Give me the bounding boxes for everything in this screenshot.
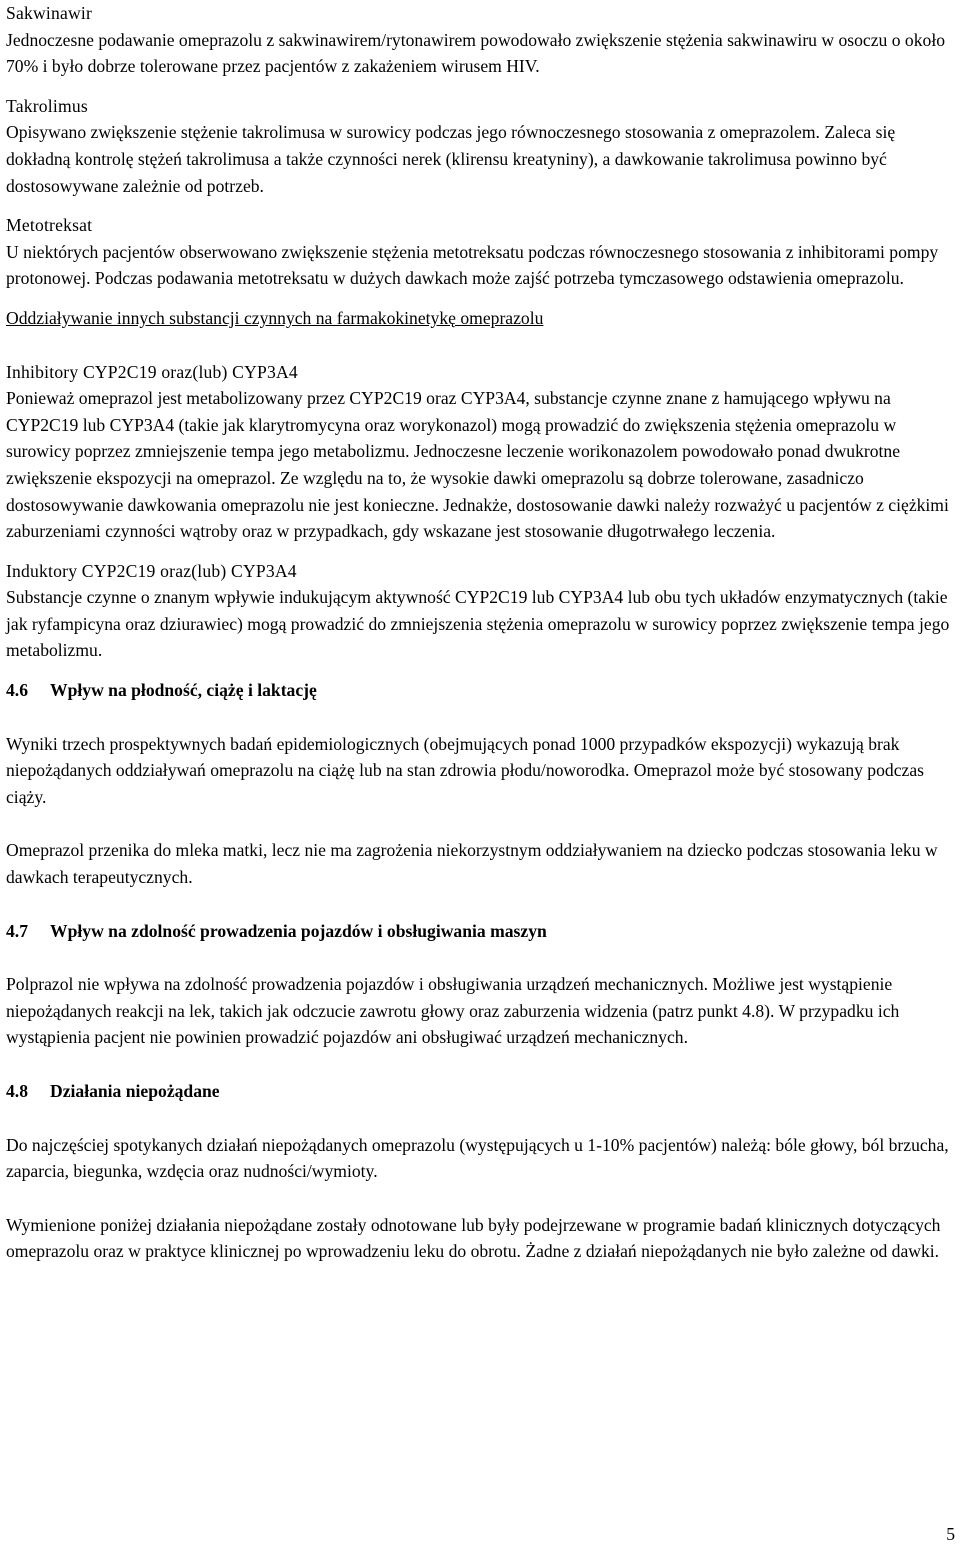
section-48-number: 4.8 [6, 1081, 28, 1101]
document-page [6, 0, 952, 1292]
metotreksat-text: U niektórych pacjentów obserwowano zwiększenie stężenia metotreksatu podczas równoczesnego stosowania z inhibitorami pompy protonowej. Podczas podawania metotreksatu w dużych dawkach może zajść potrzeba tymczasowego odstawienia omeprazolu. [6, 241, 939, 289]
section-46-paragraph: Omeprazol przenika do mleka matki, lecz nie ma zagrożenia niekorzystnym oddziaływaniem na dziecko podczas stosowania leku w dawkach terapeutycznych. [6, 840, 938, 888]
section-47-number: 4.7 [6, 920, 28, 941]
section-48-paragraph: Do najczęściej spotykanych działań niepożądanych omeprazolu (występujących u 1-10% pacjentów) należą: bóle głowy, ból brzucha, zaparcia, biegunka, wzdęcia oraz nudności/wymioty. [6, 1134, 949, 1182]
metotreksat-block [6, 212, 952, 292]
section-47-heading [6, 918, 952, 945]
section-48-heading [6, 1078, 952, 1105]
inhibitors-title: Inhibitory CYP2C19 oraz(lub) CYP3A4 [6, 361, 298, 382]
sakwinawir-block [6, 0, 952, 80]
inducers-text: Substancje czynne o znanym wpływie indukującym aktywność CYP2C19 lub CYP3A4 lub obu tych układów enzymatycznych (takie jak ryfampicyna oraz dziurawiec) mogą prowadzić do zmniejszenia stężenia omeprazolu w surowicy poprzez zwiększenie tempa jego metabolizmu. [6, 587, 950, 661]
takrolimus-text: Opisywano zwiększenie stężenie takrolimusa w surowicy podczas jego równoczesnego stosowania z omeprazolem. Zaleca się dokładną kontrolę stężeń takrolimusa a także czynności nerek (klirensu kreatyniny), a dawkowanie takrolimusa powinno być dostosowywane zależnie od potrzeb. [6, 122, 896, 196]
section-46-title: Wpływ na płodność, ciążę i laktację [50, 680, 317, 701]
section-48-paragraph: Wymienione poniżej działania niepożądane zostały odnotowane lub były podejrzewane w programie badań klinicznych dotyczących omeprazolu oraz w praktyce klinicznej po wprowadzeniu leku do obrotu. Żadne z działań niepożądanych nie było zależne od dawki. [6, 1214, 941, 1262]
section-46-number: 4.6 [6, 680, 28, 701]
section-47-paragraph: Polprazol nie wpływa na zdolność prowadzenia pojazdów i obsługiwania urządzeń mechanicznych. Możliwe jest wystąpienie niepożądanych reakcji na lek, takich jak odczucie zawrotu głowy oraz zaburzenia widzenia (patrz punkt 4.8). W przypadku ich wystąpienia pacjent nie powinien prowadzić pojazdów ani obsługiwać urządzeń mechanicznych. [6, 974, 900, 1048]
inducers-title: Induktory CYP2C19 oraz(lub) CYP3A4 [6, 560, 297, 581]
section-48-title: Działania niepożądane [50, 1081, 220, 1101]
metotreksat-title: Metotreksat [6, 215, 93, 236]
interactions-heading: Oddziaływanie innych substancji czynnych na farmakokinetykę omeprazolu [6, 307, 544, 328]
section-47-title: Wpływ na zdolność prowadzenia pojazdów i obsługiwania maszyn [50, 920, 547, 941]
section-46-heading [6, 677, 952, 704]
inducers-block [6, 558, 952, 664]
sakwinawir-text: Jednoczesne podawanie omeprazolu z sakwinawirem/rytonawirem powodowało zwiększenie stężenia sakwinawiru w osoczu o około 70% i było dobrze tolerowane przez pacjentów z zakażeniem wirusem HIV. [6, 29, 945, 77]
takrolimus-block [6, 93, 952, 199]
page-number: 5 [946, 1524, 955, 1544]
inhibitors-text: Ponieważ omeprazol jest metabolizowany przez CYP2C19 oraz CYP3A4, substancje czynne znane z hamującego wpływu na CYP2C19 lub CYP3A4 (takie jak klarytromycyna oraz worykonazol) mogą prowadzić do zwiększenia stężenia omeprazolu w surowicy poprzez zmniejszenie tempa jego metabolizmu. Jednoczesne leczenie worikonazolem powodowało ponad dwukrotne zwiększenie ekspozycji na omeprazol. Ze względu na to, że wysokie dawki omeprazolu są dobrze tolerowane, zasadniczo dostosowywanie dawkowania omeprazolu nie jest konieczne. Jednakże, dostosowanie dawki należy rozważyć u pacjentów z ciężkimi zaburzeniami czynności wątroby oraz w przypadkach, gdy wskazane jest stosowanie długotrwałego leczenia. [6, 388, 949, 542]
takrolimus-title: Takrolimus [6, 95, 88, 116]
section-46-paragraph: Wyniki trzech prospektywnych badań epidemiologicznych (obejmujących ponad 1000 przypadków ekspozycji) wykazują brak niepożądanych oddziaływań omeprazolu na ciążę lub na stan zdrowia płodu/noworodka. Omeprazol może być stosowany podczas ciąży. [6, 733, 924, 807]
sakwinawir-title: Sakwinawir [6, 3, 93, 23]
inhibitors-block [6, 359, 952, 545]
